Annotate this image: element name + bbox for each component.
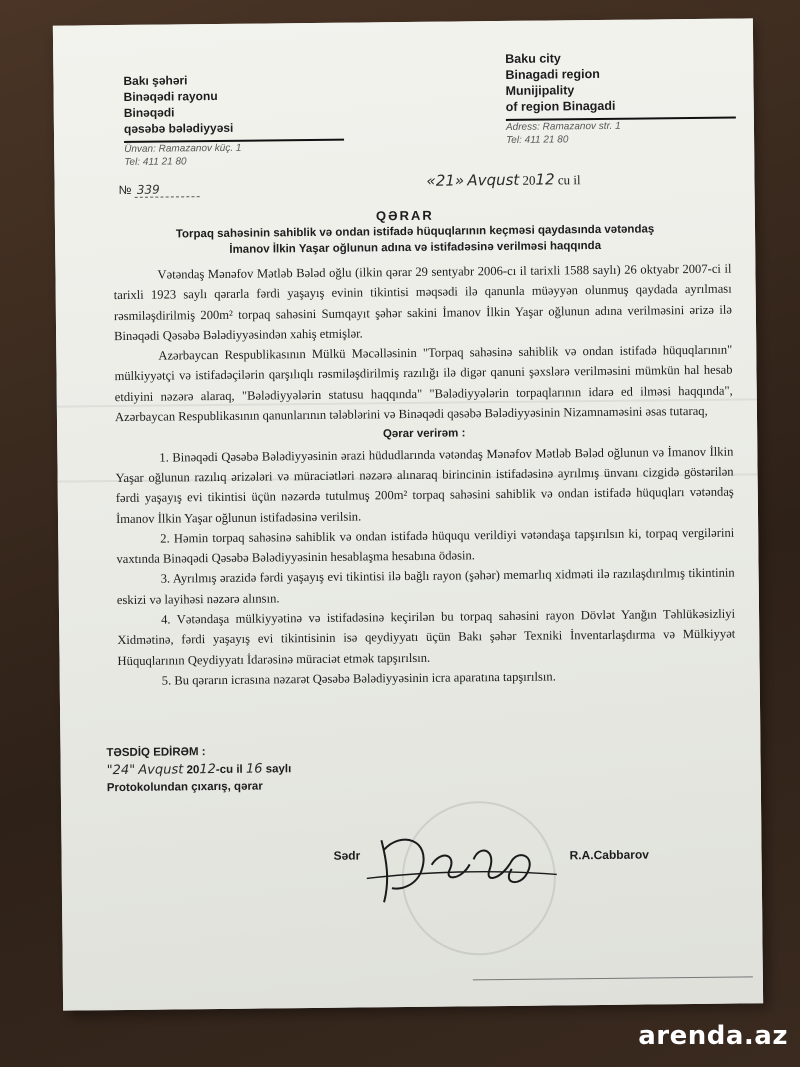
decision-item: 1. Binəqədi Qəsəbə Bələdiyyəsinin ərazi hüdudlarında vətəndaş Mənəfov Mətləb Bələd oğlunun və İmanov İlkin Yaşar oğlunun razılıq ərizələri və müraciətləri nəzərə alınaraq birincinin istifadəsinə ayrılmış ünvanı cizgidə göstərilən fərdi yaşayış evi tikintisi üçün nəzərdə tutulmuş 200m² torpaq sahəsini sahiblik və ondan istifadə hüquqları vətəndaş İmanov İlkin Yaşar oğlunun istifadəsinə verilsin. — [115, 444, 734, 526]
letterhead-right — [505, 49, 736, 147]
approval-mid-text: -cu il — [215, 763, 243, 777]
letterhead-municipality-en: Munijipality — [505, 83, 575, 98]
letterhead-city: Bakı şəhəri — [123, 73, 188, 88]
date-year-suffix: 12 — [535, 170, 555, 189]
approval-open-quote: " — [106, 763, 113, 779]
letterhead-address: Ünvan: Ramazanov küç. 1 — [124, 142, 242, 155]
protocol-number: 16 — [245, 761, 263, 777]
body-paragraph: Azərbaycan Respublikasının Mülkü Məcəlləsinin "Torpaq sahəsinə sahiblik və ondan istifadə hüquqlarının" mülkiyyətçi və istifadəçilərin qarşılıqlı rəsmiləşdirilmiş razılığı ilə digər qanuni şəxslərə verilməsini mümkün hal hesab etdiyini nəzərə alaraq, "Bələdiyyələrin statusu haqqında" "Bələdiyyələrin torpaqlarının idarə ed ilməsi haqqında", Azərbaycan Respublikasının qanunlarının tələblərini və Binəqədi qəsəbə Bələdiyyəsinin Nizamnaməsini əsas tutaraq, — [114, 342, 733, 425]
protocol-extract: Protokolundan çıxarış, qərar — [106, 780, 263, 795]
document-title: QƏRAR — [375, 207, 434, 224]
body-paragraph: Vətəndaş Mənəfov Mətləb Bələd oğlu (ilkin qərar 29 sentyabr 2006-cı il tarixli 1588 saylı) 26 oktyabr 2007-ci il tarixli 1923 saylı qərarla fərdi yaşayış evinin tikintisi məqsədi ilə qanunla müəyyən olunmuş qaydada ayrılması rəsmiləşdirilmiş 200m² torpaq sahəsini Sumqayıt şəhər sakini İmanov İlkin Yaşar oğlunun adına verilməsini ərizə ilə Binəqədi Qəsəbə Bələdiyyəsindən xahiş etmişlər. — [113, 261, 732, 343]
protocol-suffix: saylı — [265, 763, 292, 776]
document-subtitle — [115, 221, 715, 259]
date-day: 21 — [435, 171, 455, 190]
date-open-quote: « — [426, 171, 436, 190]
letterhead-settlement: Binəqədi — [123, 105, 175, 120]
letterhead-municipality: qəsəbə bələdiyyəsi — [123, 120, 234, 136]
number-prefix: № — [118, 182, 132, 198]
approval-block — [106, 743, 291, 797]
approval-year-suffix: 12 — [199, 762, 216, 778]
decree-document — [53, 18, 763, 1010]
decision-item: 4. Vətəndaşa mülkiyyətinə və istifadəsinə keçirilən bu torpaq sahəsini rayon Dövlət Yanğın Təhlükəsizliyi Xidmətinə, fərdi yaşayış evi tikintisinin isə qeydiyyatı üçün Bakı şəhər Texniki İnventarlaşdırma və Mülkiyyət Hüquqlarının Qeydiyyatı İdarəsinə müraciət etmək tapşırılsın. — [117, 606, 736, 668]
decision-item: 2. Həmin torpaq sahəsinə sahiblik və ondan istifadə hüququ verildiyi vətəndaşa tapşırılsın ki, torpaq vergilərini vaxtında Binəqədi Qəsəbə Bələdiyyəsinin hesablaşma hesabına ödəsin. — [116, 525, 735, 567]
signatory-name: R.A.Cabbarov — [569, 847, 650, 863]
approval-close-quote: " — [129, 762, 136, 778]
subtitle-line-2: İmanov İlkin Yaşar oğlunun adına və istifadəsinə verilməsi haqqında — [229, 239, 602, 256]
letterhead-left — [123, 71, 344, 169]
decision-heading: Qərar verirəm : — [382, 427, 466, 441]
handwritten-signature — [361, 808, 562, 910]
approval-day: 24 — [112, 762, 130, 779]
date-month: Avqust — [467, 170, 520, 190]
letterhead-region-name-en: of region Binagadi — [505, 98, 616, 114]
decision-item: 3. Ayrılmış ərazidə fərdi yaşayış evi tikintisi ilə bağlı rayon (şəhər) memarlıq xidməti ilə razılaşdırılmış tikintinin eskizi və layihəsi nəzərə alınsın. — [116, 566, 735, 607]
subtitle-line-1: Torpaq sahəsinin sahiblik və ondan istifadə hüquqlarının keçməsi qaydasında vətəndaş — [175, 223, 655, 241]
approval-year-prefix: 20 — [186, 764, 200, 777]
date-close-quote: » — [454, 171, 465, 190]
document-body — [113, 259, 735, 692]
letterhead-phone-en: Tel: 411 21 80 — [506, 134, 569, 146]
document-number — [119, 182, 200, 197]
date-suffix: cu il — [557, 172, 581, 188]
letterhead-phone: Tel: 411 21 80 — [124, 156, 187, 168]
bottom-rule — [473, 976, 753, 980]
watermark-text: arenda.az — [638, 1021, 788, 1051]
signature-label: Sədr — [333, 848, 361, 863]
letterhead-region: Binəqədi rayonu — [123, 88, 218, 104]
number-value: 339 — [135, 182, 200, 198]
approval-date — [107, 760, 292, 780]
approval-month: Avqust — [138, 762, 184, 778]
date-year-prefix: 20 — [522, 172, 536, 188]
document-date — [426, 170, 580, 190]
letterhead-city-en: Baku city — [505, 51, 561, 66]
letterhead-region-en: Binagadi region — [505, 66, 600, 82]
letterhead-address-en: Adress: Ramazanov str. 1 — [505, 120, 621, 133]
approval-label: TƏSDİQ EDİRƏM : — [106, 746, 206, 760]
decision-item: 5. Bu qərarın icrasına nəzarət Qəsəbə Bələdiyyəsinin icra aparatına tapşırılsın. — [161, 669, 556, 688]
